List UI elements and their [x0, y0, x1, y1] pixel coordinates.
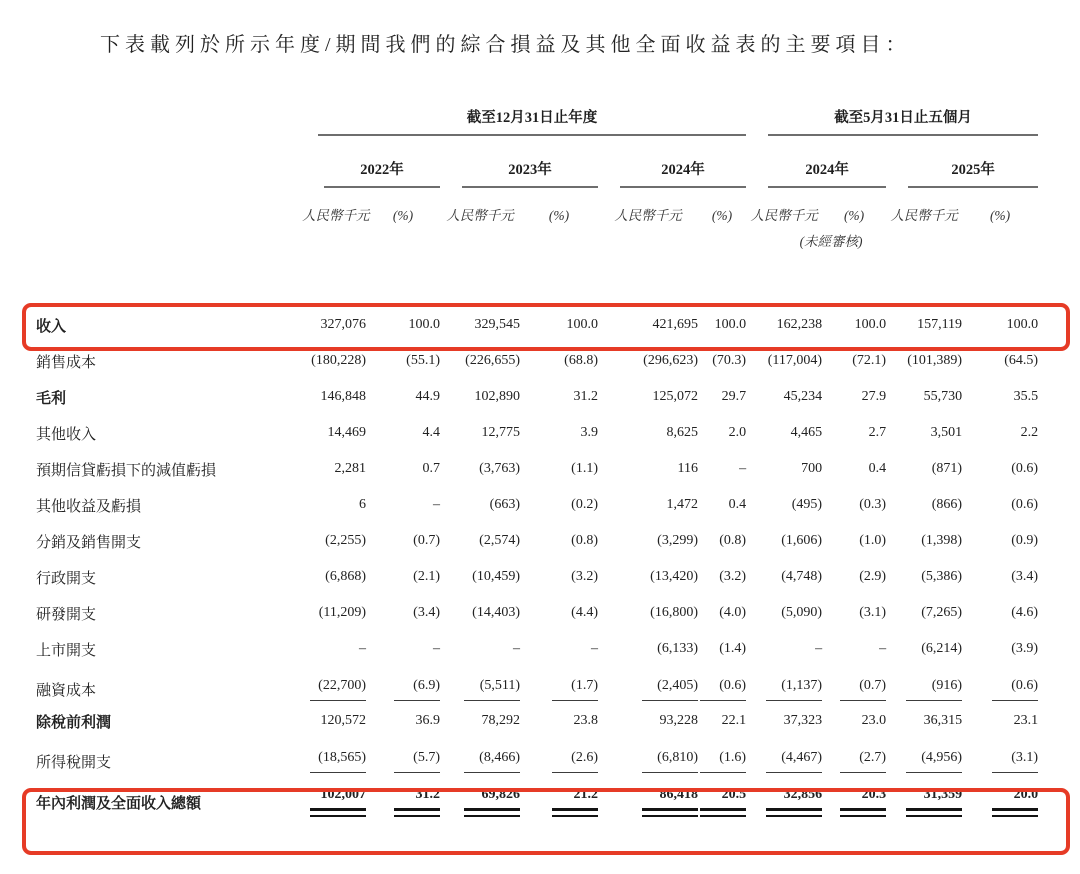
rule-line: [310, 808, 366, 817]
cell-percent: (1.6): [698, 739, 746, 775]
cell-value: 86,418: [598, 775, 698, 817]
rule-line: [642, 700, 698, 701]
cell-percent: (70.3): [712, 353, 747, 368]
cell-value: (11,209): [318, 605, 366, 620]
cell-value: 31,359: [886, 775, 962, 817]
rule-line: [992, 808, 1038, 817]
cell-percent: 23.8: [573, 713, 598, 728]
cell-percent: 27.9: [861, 389, 887, 404]
cell-value: 55,730: [923, 389, 963, 404]
cell-percent: 100.0: [566, 317, 598, 332]
cell-percent: (2.9): [859, 569, 887, 584]
rule-line: [906, 772, 962, 773]
cell-value: 37,323: [783, 713, 823, 728]
cell-value: (18,565): [302, 739, 366, 775]
cell-percent: 35.5: [1013, 389, 1039, 404]
cell-value: (8,466): [440, 739, 520, 775]
unit-header: 人民幣千元: [302, 208, 370, 223]
cell-value: (6,214): [921, 641, 963, 656]
rule-line: [906, 808, 962, 817]
cell-value: 116: [677, 461, 698, 476]
cell-value: (117,004): [767, 353, 823, 368]
rule-line: [310, 772, 366, 773]
spacer-row: [30, 262, 1038, 307]
cell-value: 162,238: [776, 317, 823, 332]
table-row: [30, 487, 1038, 523]
cell-percent: (1.7): [520, 667, 598, 703]
cell-percent: (1.1): [571, 461, 598, 476]
cell-percent: 23.0: [861, 713, 887, 728]
rule-line: [992, 700, 1038, 701]
cell-value: (2,255): [325, 533, 366, 548]
cell-percent: (4.0): [719, 605, 747, 620]
rule-line: [766, 772, 822, 773]
cell-percent: 31.2: [573, 389, 598, 404]
table-row: [30, 379, 1038, 415]
cell-percent: (0.7): [822, 667, 886, 703]
year-header-interim-2025: 2025年: [908, 158, 1038, 188]
unit-header-row: [30, 188, 1038, 228]
unit-header: 人民幣千元: [750, 208, 818, 223]
cell-percent: (4.6): [1011, 605, 1039, 620]
cell-percent: (3.4): [413, 605, 440, 620]
cell-percent: (0.9): [1011, 533, 1039, 548]
cell-percent: (0.6): [962, 667, 1038, 703]
cell-percent: 100.0: [408, 317, 440, 332]
unit-header: 人民幣千元: [890, 208, 958, 223]
table-row: [30, 451, 1038, 487]
cell-percent: 31.2: [366, 775, 440, 817]
cell-value: (866): [931, 497, 963, 512]
cell-percent: (0.8): [719, 533, 747, 548]
cell-value: 78,292: [481, 713, 520, 728]
percent-header: (%): [989, 208, 1011, 223]
cell-percent: (72.1): [852, 353, 887, 368]
cell-percent: –: [433, 641, 440, 656]
cell-value: (296,623): [643, 353, 698, 368]
cell-percent: (3.4): [1011, 569, 1039, 584]
cell-percent: (64.5): [1004, 353, 1039, 368]
cell-percent: 22.1: [721, 713, 747, 728]
cell-value: (10,459): [472, 569, 520, 584]
row-label: 融資成本: [36, 683, 97, 699]
cell-percent: 0.4: [868, 461, 887, 476]
cell-percent: (3.1): [859, 605, 887, 620]
cell-percent: (3.1): [962, 739, 1038, 775]
rule-line: [700, 700, 746, 701]
unaudited-note: (未經審核): [799, 234, 863, 249]
cell-percent: (0.8): [571, 533, 598, 548]
row-label: 其他收入: [36, 426, 97, 443]
cell-value: (1,137): [746, 667, 822, 703]
cell-value: –: [359, 641, 366, 656]
rule-line: [840, 700, 886, 701]
rule-line: [464, 772, 520, 773]
table-row: [30, 667, 1038, 703]
cell-value: 32,856: [746, 775, 822, 817]
table-row: [30, 415, 1038, 451]
table-row: [30, 523, 1038, 559]
year-header-fy2023: 2023年: [462, 158, 598, 188]
cell-percent: (6.9): [366, 667, 440, 703]
year-header-row: [30, 136, 1038, 188]
cell-value: (916): [886, 667, 962, 703]
year-header-fy2022: 2022年: [324, 158, 440, 188]
cell-percent: 23.1: [1013, 713, 1039, 728]
rule-line: [766, 700, 822, 701]
cell-percent: –: [433, 497, 440, 512]
rule-line: [992, 772, 1038, 773]
cell-value: –: [815, 641, 823, 656]
percent-header: (%): [711, 208, 733, 223]
rule-line: [464, 808, 520, 817]
cell-value: 329,545: [474, 317, 520, 332]
row-label: 研發開支: [36, 606, 97, 623]
rule-line: [552, 772, 598, 773]
cell-percent: 100.0: [854, 317, 887, 332]
cell-value: 102,890: [474, 389, 520, 404]
cell-percent: (1.4): [719, 641, 747, 656]
cell-value: (5,386): [921, 569, 963, 584]
cell-percent: (0.6): [1011, 461, 1039, 476]
cell-value: (2,405): [598, 667, 698, 703]
cell-percent: (2.6): [520, 739, 598, 775]
cell-percent: 20.3: [822, 775, 886, 817]
unit-header: 人民幣千元: [614, 208, 682, 223]
cell-value: 120,572: [320, 713, 366, 728]
cell-percent: (68.8): [564, 353, 598, 368]
cell-value: (871): [931, 461, 963, 476]
cell-percent: (3.2): [571, 569, 598, 584]
cell-percent: 100.0: [714, 317, 747, 332]
row-label: 上市開支: [36, 642, 97, 659]
cell-percent: 2.0: [728, 425, 747, 440]
table-row: [30, 343, 1038, 379]
cell-percent: 21.2: [520, 775, 598, 817]
cell-value: (226,655): [465, 353, 520, 368]
column-group-five-months: 截至5月31日止五個月: [768, 106, 1038, 136]
table-row: [30, 703, 1038, 739]
row-label: 年內利潤及全面收入總額: [36, 795, 202, 812]
income-statement-table: [30, 100, 1038, 817]
cell-percent: 4.4: [422, 425, 440, 440]
rule-line: [642, 808, 698, 817]
cell-value: 102,007: [302, 775, 366, 817]
cell-percent: (0.7): [413, 533, 440, 548]
cell-percent: (0.2): [571, 497, 598, 512]
table-row: [30, 631, 1038, 667]
cell-percent: (2.1): [413, 569, 440, 584]
rule-line: [840, 772, 886, 773]
cell-value: 421,695: [652, 317, 698, 332]
cell-value: 8,625: [666, 425, 698, 440]
cell-value: 12,775: [481, 425, 520, 440]
cell-percent: (3.9): [1011, 641, 1039, 656]
cell-value: 14,469: [327, 425, 366, 440]
table-row: [30, 595, 1038, 631]
percent-header: (%): [392, 208, 414, 223]
cell-value: 4,465: [790, 425, 823, 440]
cell-value: (6,810): [598, 739, 698, 775]
cell-percent: (2.7): [822, 739, 886, 775]
cell-value: 93,228: [659, 713, 698, 728]
cell-percent: 44.9: [415, 389, 440, 404]
column-group-annual: 截至12月31日止年度: [318, 106, 746, 136]
cell-value: (16,800): [650, 605, 698, 620]
rule-line: [552, 808, 598, 817]
table-row: [30, 559, 1038, 595]
rule-line: [394, 700, 440, 701]
cell-value: (3,299): [657, 533, 698, 548]
row-label: 其他收益及虧損: [36, 498, 142, 515]
column-group-header-row: [30, 100, 1038, 136]
percent-header: (%): [843, 208, 865, 223]
cell-percent: 20.5: [698, 775, 746, 817]
cell-value: 146,848: [320, 389, 366, 404]
rule-line: [700, 772, 746, 773]
rule-line: [464, 700, 520, 701]
rule-line: [642, 772, 698, 773]
year-header-interim-2024: 2024年: [768, 158, 886, 188]
year-header-fy2024: 2024年: [620, 158, 746, 188]
cell-value: 1,472: [666, 497, 698, 512]
cell-value: 125,072: [652, 389, 698, 404]
cell-percent: 100.0: [1006, 317, 1039, 332]
cell-value: (4,956): [886, 739, 962, 775]
cell-value: (4,748): [781, 569, 823, 584]
cell-value: (663): [489, 497, 520, 512]
cell-percent: (0.3): [859, 497, 887, 512]
cell-value: (495): [791, 497, 823, 512]
cell-percent: 2.2: [1020, 425, 1039, 440]
cell-value: 45,234: [783, 389, 823, 404]
cell-value: (14,403): [472, 605, 520, 620]
table-row: [30, 739, 1038, 775]
page-title: 下表載列於所示年度/期間我們的綜合損益及其他全面收益表的主要項目：: [100, 34, 911, 56]
cell-percent: 2.7: [868, 425, 887, 440]
cell-value: (13,420): [650, 569, 698, 584]
cell-value: (5,090): [781, 605, 823, 620]
cell-percent: (4.4): [571, 605, 598, 620]
cell-value: 157,119: [917, 317, 963, 332]
cell-percent: 0.7: [422, 461, 440, 476]
cell-value: (5,511): [440, 667, 520, 703]
rule-line: [552, 700, 598, 701]
cell-value: (22,700): [302, 667, 366, 703]
cell-value: (6,868): [325, 569, 366, 584]
cell-percent: 0.4: [728, 497, 747, 512]
cell-percent: 3.9: [580, 425, 598, 440]
cell-value: 700: [801, 461, 823, 476]
cell-value: (6,133): [657, 641, 698, 656]
cell-percent: 36.9: [415, 713, 440, 728]
cell-percent: –: [591, 641, 598, 656]
unit-header: 人民幣千元: [446, 208, 514, 223]
rule-line: [766, 808, 822, 817]
row-label: 收入: [36, 318, 67, 335]
unaudited-note-row: [30, 228, 1038, 262]
rule-line: [700, 808, 746, 817]
cell-value: (1,606): [781, 533, 823, 548]
rule-line: [310, 700, 366, 701]
rule-line: [394, 808, 440, 817]
table-row: [30, 307, 1038, 343]
row-label: 行政開支: [36, 570, 97, 587]
cell-value: (3,763): [479, 461, 520, 476]
cell-value: –: [513, 641, 520, 656]
row-label: 分銷及銷售開支: [36, 534, 142, 551]
percent-header: (%): [548, 208, 570, 223]
cell-percent: (55.1): [406, 353, 440, 368]
cell-percent: (3.2): [719, 569, 747, 584]
cell-value: 2,281: [334, 461, 366, 476]
row-label: 預期信貸虧損下的減值虧損: [36, 462, 217, 479]
cell-percent: –: [739, 461, 747, 476]
row-label: 除稅前利潤: [36, 714, 112, 731]
rule-line: [394, 772, 440, 773]
cell-value: 3,501: [930, 425, 963, 440]
cell-value: 36,315: [923, 713, 963, 728]
cell-percent: –: [879, 641, 887, 656]
cell-value: (2,574): [479, 533, 520, 548]
row-label: 銷售成本: [36, 354, 97, 371]
rule-line: [906, 700, 962, 701]
table-row: [30, 775, 1038, 817]
cell-value: 6: [359, 497, 366, 512]
cell-percent: (0.6): [698, 667, 746, 703]
row-label: 所得稅開支: [36, 755, 112, 771]
cell-percent: 29.7: [721, 389, 747, 404]
cell-value: (7,265): [921, 605, 963, 620]
cell-value: (1,398): [921, 533, 963, 548]
row-label: 毛利: [36, 390, 67, 407]
cell-value: (101,389): [907, 353, 963, 368]
cell-percent: (5.7): [366, 739, 440, 775]
cell-value: 69,826: [440, 775, 520, 817]
cell-percent: (0.6): [1011, 497, 1039, 512]
cell-value: 327,076: [320, 317, 366, 332]
cell-value: (180,228): [311, 353, 366, 368]
rule-line: [840, 808, 886, 817]
cell-percent: (1.0): [859, 533, 887, 548]
cell-percent: 20.0: [962, 775, 1038, 817]
cell-value: (4,467): [746, 739, 822, 775]
